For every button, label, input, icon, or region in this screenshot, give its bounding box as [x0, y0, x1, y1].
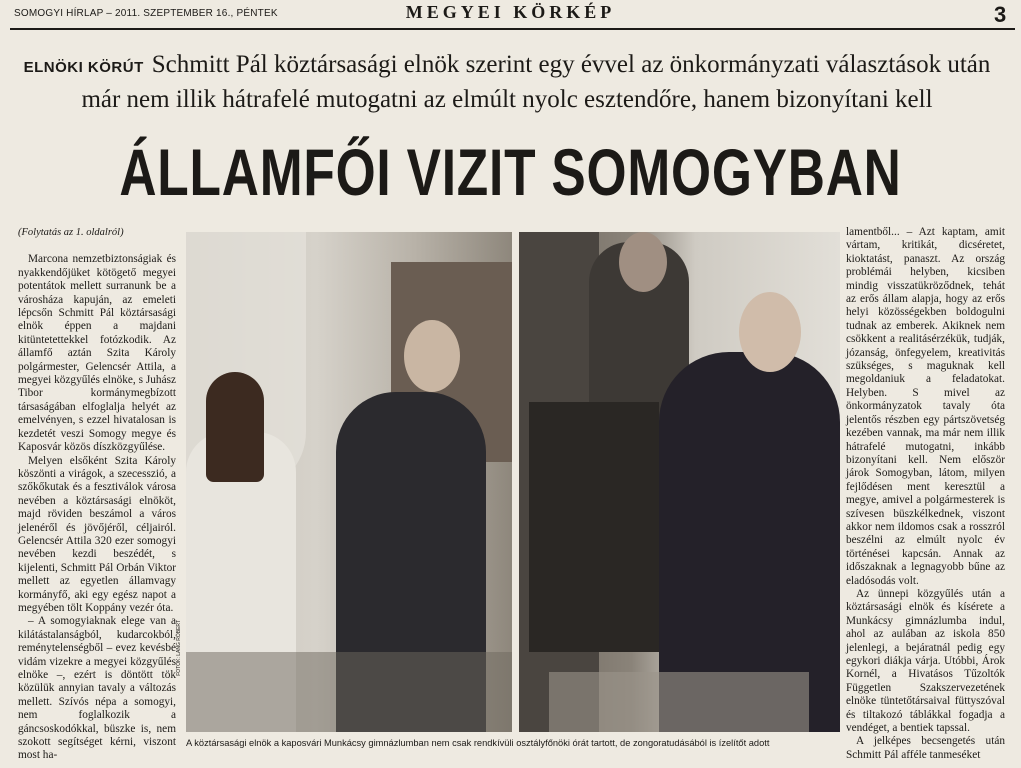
paragraph: A jelképes becsengetés után Schmitt Pál afféle tanmeséket: [846, 735, 1005, 761]
paragraph: Marcona nemzetbiztonságiak és nyakkendőjüket kötögető megyei potentátok mellett surranunk be a városháza kapuján, az emeleti lépcsőn Schmitt Pál köztársasági elnök éppen a majdani kitüntetettekkel fotózkodik. Az államfő aztán Szita Károly polgármester, Gelencsér Attila, a megyei közgyűlés elnöke, s Juhász Tibor kormánymegbízott társaságában elfoglalja helyét az emelvényen, s ezzel hivatalosan is kezdetét veszi Somogy megye és Kaposvár közös díszközgyűlése.: [18, 253, 176, 454]
kicker: ELNÖKI KÖRÚT: [23, 59, 144, 76]
photo-piano-performance: [519, 232, 840, 732]
deck-line-2: már nem illik hátrafelé mutogatni az elmúlt nyolc esztendőre, hanem bizonyítani kell: [81, 86, 933, 113]
masthead-date: SOMOGYI HÍRLAP – 2011. SZEPTEMBER 16., PÉNTEK: [14, 8, 278, 19]
continued-note: (Folytatás az 1. oldalról): [18, 227, 124, 238]
deck-line-1: [12, 50, 1002, 83]
headline: ÁLLAMFŐI VIZIT SOMOGYBAN: [119, 135, 902, 209]
deck-text-1: Schmitt Pál köztársasági elnök szerint egy évvel az önkormányzati választások után: [151, 51, 991, 78]
paragraph: – A somogyiaknak elege van a kilátástalanságból, kudarcokból, reménytelenségből – evez kevésbé vidám vizekre a megyei közgyűlés elnöke –, ezért is döntött tök közülük annyian tavaly a változás mellett. Szívós népa a somogyi, nem foglalkozik a gáncsoskodókkal, büszke is, nem szokott segítséget kérni, viszont most ha-: [18, 615, 176, 762]
section-title: MEGYEI KÖRKÉP: [405, 2, 616, 22]
photo-credit: FOTÓK: LANG RÓBERT: [176, 620, 182, 676]
right-column: [846, 226, 1005, 762]
left-column: [18, 226, 176, 763]
photo-caption: A köztársasági elnök a kaposvári Munkácsy gimnázlumban nem csak rendkívüli osztályfőnöki órát tartott, de zongoratudásából is ízelítőt adott: [186, 738, 770, 748]
photo-award-ceremony: [186, 232, 512, 732]
paragraph: Az ünnepi közgyűlés után a köztársasági elnök és kísérete a Munkácsy gimnázlumba indul, ahol az aulában az iskola 850 jelenlegi, a bejáratnál pedig egy egykori diákja várja. Utóbbi, Árok Kornél, a Hivatásos Tűzoltók Független Szakszervezetének elnöke tüntetőtársaival füttyszóval és tiltakozó táblákkal fogadja a vendéget, a bentiek tapssal.: [846, 587, 1005, 735]
page-number: 3: [994, 2, 1007, 27]
header-rule: [10, 28, 1015, 30]
paragraph: lamentből... – Azt kaptam, amit vártam, kritikát, dicséretet, kioktatást, panaszt. Az ország problémái helyben, kicsiben mindig visszatükröződnek, tehát az erős állam alapja, hogy az erős helyi közösségekben boldogulni tudnak az emberek. Akiknek nem csökkent a realitásérzékük, tudják, józanság, önfegyelem, kreativitás szükséges, s maguknak kell megoldaniuk a feladatokat. Helyben. S mivel az önkormányzatok tavaly óta jelentős részben egy pártszövetség kezében vannak, ma már nem illik hátrafelé mutogatni, inkább bizonyítani kell. Nem először járok Somogyban, látom, milyen fejlődésen ment keresztül a megye, amivel a polgármesterek is szívesen büszkélkednek, viszont akkor nem ildomos csak a rosszról beszélni az elmúlt nyolc év történései kapcsán. Annak az időszaknak a legnagyobb bűne az eladósodás volt.: [846, 226, 1005, 587]
paragraph: Melyen elsőként Szita Károly köszönti a virágok, a szecesszió, a szőkőkutak és a fesztiválok városa nevében a köztársasági elnököt, majd röviden beszámol a város jelenéről és jövőjéről, céljairól. Gelencsér Attila 320 ezer somogyi nevében kezdi beszédét, s kijelenti, Schmitt Pál Orbán Viktor mellett az egyetlen államvagy kormányfő, aki egy egész napot a megyében tölt Koppány vezér óta.: [18, 454, 176, 614]
